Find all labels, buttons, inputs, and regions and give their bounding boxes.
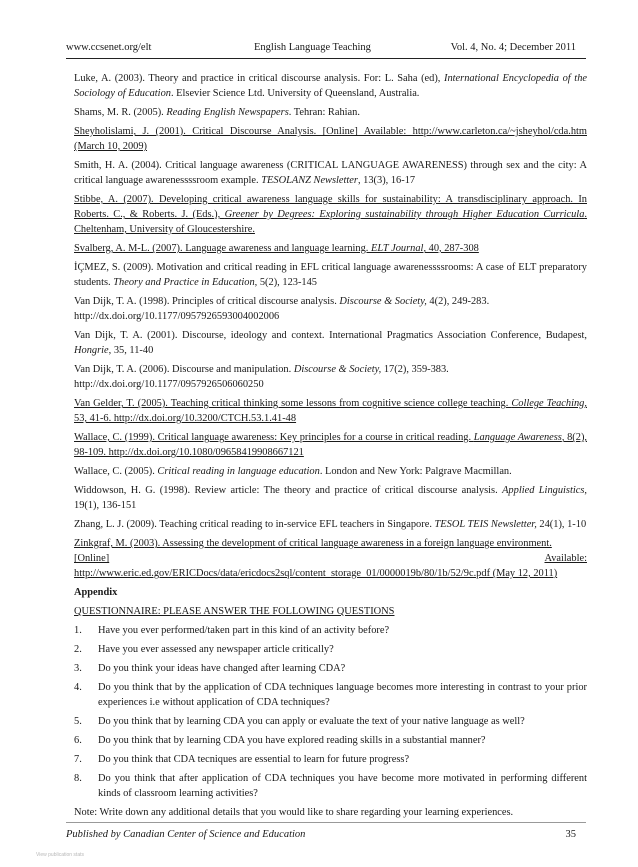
watermark[interactable]: View publication stats [36, 852, 84, 858]
question-number: 3. [74, 663, 82, 674]
reference-entry [74, 71, 587, 101]
reference-entry[interactable] [74, 396, 587, 426]
publisher-line: Published by Canadian Center of Science and Education [66, 829, 306, 840]
question-text: Do you think that by learning CDA you have explored reading skills in a substantial manner? [98, 735, 486, 746]
reference-entry [74, 464, 587, 479]
journal-url[interactable]: www.ccsenet.org/elt [66, 42, 152, 53]
question-text: Have you ever assessed any newspaper article critically? [98, 644, 334, 655]
reference-text: . London and New York: Palgrave Macmillan. [319, 466, 512, 477]
reference-title-italic: Discourse & Society, [293, 364, 382, 375]
reference-text: Van Dijk, T. A. (2001). Discourse, ideology and context. International Pragmatics Association Conference, Budapest, [74, 330, 587, 341]
reference-text: Stibbe, A. (2007). Developing critical awareness language skills for sustainability: A transdisciplinary approach. In Roberts. C., & Roberts. J. (Eds.), [74, 194, 587, 220]
question-number: 2. [74, 644, 82, 655]
reference-title-italic: TESOLANZ Newsletter [261, 175, 358, 186]
reference-text: Wallace, C. (2005). [74, 466, 158, 477]
question-number: 8. [74, 773, 82, 784]
question-item [74, 714, 587, 729]
reference-text: Zhang, L. J. (2009). Teaching critical reading to in-service EFL teachers in Singapore. [74, 519, 435, 530]
question-item [74, 733, 587, 748]
reference-text: Van Gelder, T. (2005). Teaching critical thinking some lessons from cognitive science college teaching. [74, 398, 512, 409]
question-text: Have you ever performed/taken part in this kind of an activity before? [98, 625, 390, 636]
reference-text: . Tehran: Rahian. [288, 107, 360, 118]
reference-text: 17(2), 359-383. [381, 364, 449, 375]
question-number: 5. [74, 716, 82, 727]
reference-title-italic: Applied Linguistics [502, 485, 585, 496]
reference-entry [74, 294, 587, 324]
reference-text: 4(2), 249-283. [426, 296, 490, 307]
reference-text: , 8(2), 98-109. http://dx.doi.org/10.1080/09658419908667121 [74, 432, 587, 458]
reference-online-label: Available: [544, 553, 587, 564]
reference-text: , 40, 287-308 [423, 243, 479, 254]
reference-title-italic: TESOL TEIS Newsletter, [434, 519, 537, 530]
reference-title-italic: ELT Journal [371, 243, 424, 254]
reference-text: Van Dijk, T. A. (2006). Discourse and manipulation. [74, 364, 294, 375]
reference-text: Widdowson, H. G. (1998). Review article: The theory and practice of critical discourse analysis. [74, 485, 503, 496]
reference-entry[interactable] [74, 536, 587, 581]
reference-entry [74, 362, 587, 392]
reference-text: Sheyholislami, J. (2001). Critical Discourse Analysis. [Online] Available: http://www.carleton.ca/~jsheyhol/cda.htm (March 10, 2009) [74, 126, 587, 152]
reference-text: Svalberg, A. M-L. (2007). Language awareness and language learning. [74, 243, 371, 254]
reference-entry[interactable] [74, 430, 587, 460]
reference-entry[interactable] [74, 192, 587, 237]
reference-text: İÇMEZ, S. (2009). Motivation and critical reading in EFL critical language awarenessssrooms: A case of ELT preparatory students. [74, 262, 587, 288]
question-text: Do you think that CDA tecniques are essential to learn for future progress? [98, 754, 410, 765]
reference-text: Smith, H. A. (2004). Critical language awareness (CRITICAL LANGUAGE AWARENESS) through sex and the city: A critical language awarenessssroom example. [74, 160, 587, 186]
question-item [74, 642, 587, 657]
page-number: 35 [565, 829, 576, 840]
reference-title-italic: Greener by Degrees: Exploring sustainability through Higher Education Curricula [224, 209, 585, 220]
questionnaire-note: Note: Write down any additional details that you would like to share regarding your learning experiences. [74, 807, 514, 818]
reference-title-italic: Language Awareness [473, 432, 562, 443]
question-item [74, 623, 587, 638]
reference-list [74, 71, 587, 581]
reference-text: . Elsevier Science Ltd. University of Queensland, Australia. [170, 88, 420, 99]
reference-entry [74, 483, 587, 513]
reference-text: 5(2), 123-145 [257, 277, 318, 288]
question-item [74, 752, 587, 767]
running-header [66, 42, 576, 56]
question-number: 7. [74, 754, 82, 765]
question-number: 6. [74, 735, 82, 746]
question-text: Do you think your ideas have changed after learning CDA? [98, 663, 346, 674]
reference-text: , 19(1), 136-151 [74, 485, 588, 511]
question-text: Do you think that after application of CDA techniques you have become more motivated in performing different kinds of classroom learning activities? [98, 773, 587, 799]
reference-title-italic: Hongrie [74, 345, 109, 356]
reference-title-italic: College Teaching [511, 398, 585, 409]
reference-text: Zinkgraf, M. (2003). Assessing the development of critical language awareness in a foreign language environment. [74, 538, 552, 549]
journal-name: English Language Teaching [254, 42, 371, 53]
question-text: Do you think that by the application of CDA techniques language becomes more interesting in contrast to your prior experiences i.e without application of CDA techniques? [98, 682, 587, 708]
reference-entry [74, 328, 587, 358]
reference-entry [74, 105, 587, 120]
question-item [74, 661, 587, 676]
reference-text: , 35, 11-40 [108, 345, 154, 356]
header-rule [66, 58, 586, 59]
reference-title-italic: Reading English Newspapers [166, 107, 289, 118]
reference-text: , 53, 41-6. http://dx.doi.org/10.3200/CTCH.53.1.41-48 [74, 398, 587, 424]
footer-rule [66, 822, 586, 823]
appendix-section [74, 585, 587, 820]
reference-entry [74, 260, 587, 290]
reference-title-italic: Theory and Practice in Education, [113, 277, 258, 288]
reference-entry [74, 158, 587, 188]
questionnaire-title: QUESTIONNAIRE: PLEASE ANSWER THE FOLLOWING QUESTIONS [74, 606, 395, 617]
reference-text: Shams, M. R. (2005). [74, 107, 167, 118]
reference-text: Van Dijk, T. A. (1998). Principles of critical discourse analysis. [74, 296, 340, 307]
question-number: 4. [74, 682, 82, 693]
reference-title-italic: Critical reading in language education [157, 466, 320, 477]
reference-text: Wallace, C. (1999). Critical language awareness: Key principles for a course in critical reading. [74, 432, 474, 443]
page-content [74, 71, 587, 820]
reference-url-link[interactable]: http://www.eric.ed.gov/ERICDocs/data/ericdocs2sql/content_storage_01/0000019b/80/1b/52/9c.pdf (May 12, 2011) [74, 568, 558, 579]
reference-entry [74, 517, 587, 532]
reference-entry[interactable] [74, 241, 587, 256]
reference-entry[interactable] [74, 124, 587, 154]
question-list [74, 623, 587, 801]
question-text: Do you think that by learning CDA you can apply or evaluate the text of your native language as well? [98, 716, 525, 727]
question-item [74, 680, 587, 710]
reference-text: . Cheltenham, University of Gloucestershire. [74, 209, 588, 235]
reference-url-link[interactable]: http://dx.doi.org/10.1177/0957926593004002006 [74, 311, 280, 322]
reference-text: 24(1), 1-10 [536, 519, 587, 530]
reference-online-label: [Online] [74, 553, 110, 564]
reference-online-row [74, 551, 587, 566]
appendix-title: Appendix [74, 587, 118, 598]
reference-text: Luke, A. (2003). Theory and practice in critical discourse analysis. For: L. Saha (ed), [74, 73, 445, 84]
question-item [74, 771, 587, 801]
reference-url-link[interactable]: http://dx.doi.org/10.1177/0957926506060250 [74, 379, 264, 390]
question-number: 1. [74, 625, 82, 636]
reference-title-italic: Discourse & Society, [339, 296, 427, 307]
issue-info: Vol. 4, No. 4; December 2011 [450, 42, 576, 53]
reference-title-italic: International Encyclopedia of the Sociology of Education [74, 73, 587, 99]
reference-text: , 13(3), 16-17 [357, 175, 416, 186]
